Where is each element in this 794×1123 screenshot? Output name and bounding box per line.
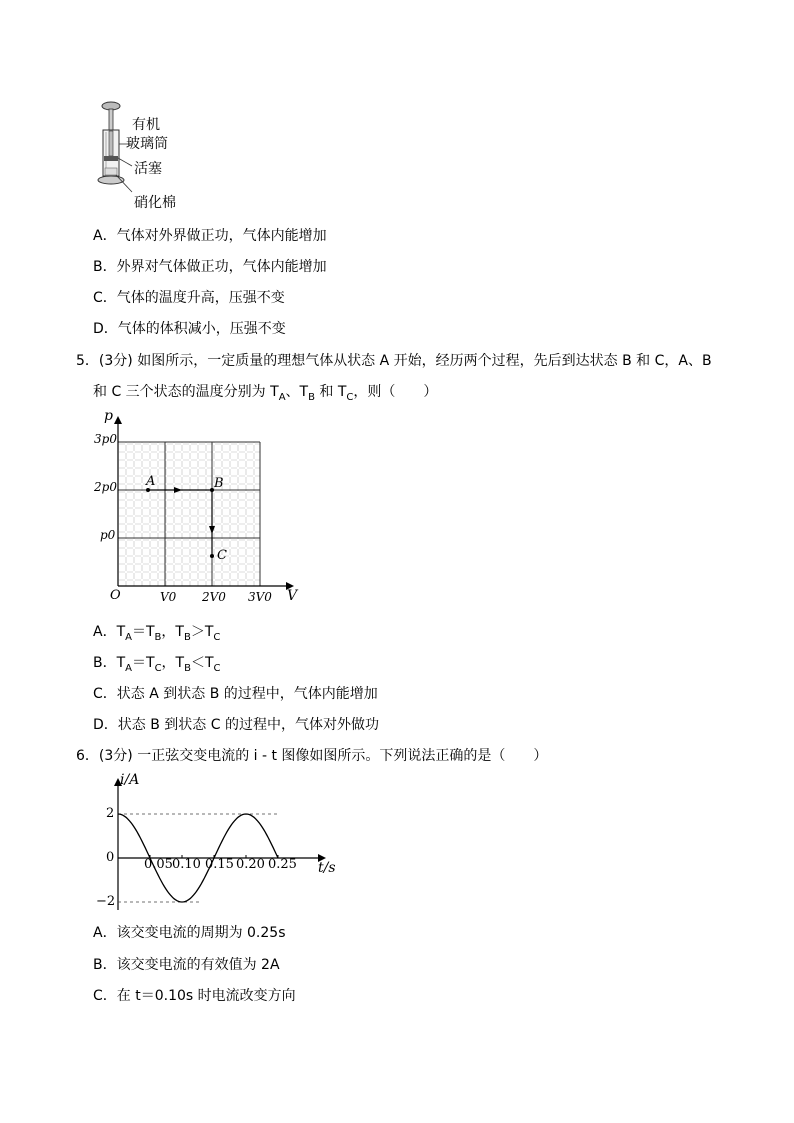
q4-option-c: C．气体的温度升高，压强不变 (93, 290, 285, 306)
q6-stem: 6．(3分) 一正弦交变电流的 i - t 图像如图所示。下列说法正确的是（ ） (76, 748, 548, 764)
pv-y-tick-2p0: 2p0 (94, 480, 117, 494)
q4-option-d: D．气体的体积减小，压强不变 (93, 321, 286, 337)
q4-option-b: B．外界对气体做正功，气体内能增加 (93, 259, 327, 275)
it-x-tick-020: 0.20 (236, 857, 265, 872)
it-x-tick-015: 0.15 (205, 857, 234, 872)
it-x-tick-005: 0.05 (144, 857, 173, 872)
it-graph-svg (90, 772, 350, 917)
q5-option-d: D．状态 B 到状态 C 的过程中，气体对外做功 (93, 717, 379, 733)
pv-point-b-label: B (214, 476, 224, 491)
it-x-tick-010: 0.10 (172, 857, 201, 872)
q5-stem-line2: 和 C 三个状态的温度分别为 $T_A$、$T_B$ 和 $T_C$，则（ ） (93, 384, 438, 403)
q4-option-a: A．气体对外界做正功，气体内能增加 (93, 228, 327, 244)
syringe-figure (92, 100, 202, 215)
pv-graph (90, 408, 310, 608)
pv-graph-svg (90, 408, 310, 608)
it-x-axis-label: t/s (318, 860, 336, 876)
pv-x-tick-3v0: 3V0 (248, 590, 272, 604)
q5-option-c: C．状态 A 到状态 B 的过程中，气体内能增加 (93, 686, 378, 702)
q5-option-b: B．$T_A=T_C$，$T_B<T_C$ (93, 655, 221, 674)
pv-x-tick-2v0: 2V0 (202, 590, 226, 604)
pv-origin-label: O (110, 588, 121, 603)
pv-x-tick-v0: V0 (160, 590, 177, 604)
pv-y-tick-3p0: 3p0 (94, 432, 117, 446)
q6-option-a: A．该交变电流的周期为 0.25s (93, 925, 286, 941)
pv-point-c-label: C (217, 548, 227, 563)
pv-point-a-label: A (146, 474, 156, 489)
label-organic: 有机 (132, 117, 160, 133)
it-graph (90, 772, 350, 917)
label-cotton: 硝化棉 (134, 195, 176, 211)
q6-option-b: B．该交变电流的有效值为 2A (93, 957, 280, 973)
it-x-tick-025: 0.25 (268, 857, 297, 872)
q5-option-a: A．$T_A=T_B$，$T_B>T_C$ (93, 624, 221, 643)
it-y-axis-label: i/A (120, 772, 140, 788)
it-y-tick-0: 0 (106, 850, 115, 865)
label-glass-tube: 玻璃筒 (126, 136, 168, 152)
pv-y-tick-p0: p0 (100, 528, 116, 542)
pv-x-axis-label: V (287, 588, 298, 604)
it-y-tick-2: 2 (106, 806, 115, 821)
label-piston: 活塞 (134, 161, 162, 177)
q5-stem-line1: 5．(3分) 如图所示，一定质量的理想气体从状态 A 开始，经历两个过程，先后到达状态 B 和 C，A、B (76, 353, 712, 369)
it-y-tick-neg2: −2 (96, 894, 116, 909)
q6-option-c: C．在 t＝0.10s 时电流改变方向 (93, 988, 296, 1004)
pv-y-axis-label: p (104, 408, 113, 424)
